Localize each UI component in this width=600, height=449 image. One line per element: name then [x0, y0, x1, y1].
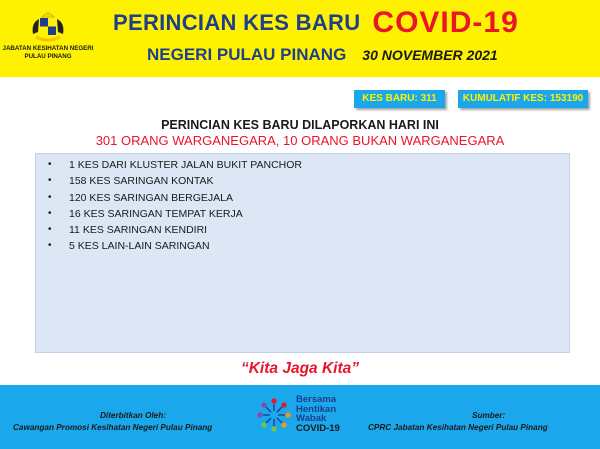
campaign-word-4: COVID-19 — [296, 422, 340, 434]
page-title — [113, 6, 519, 40]
source-value: CPRC Jabatan Kesihatan Negeri Pulau Pinang — [368, 423, 548, 432]
list-item: • 158 KES SARINGAN KONTAK — [42, 173, 569, 189]
list-item: • 120 KES SARINGAN BERGEJALA — [42, 190, 569, 206]
header-banner — [0, 0, 600, 77]
source-label: Sumber: — [472, 411, 506, 420]
published-by-value: Cawangan Promosi Kesihatan Negeri Pulau Pinang — [13, 423, 213, 432]
summary-heading: PERINCIAN KES BARU DILAPORKAN HARI INI — [161, 118, 439, 132]
title-text: PERINCIAN KES BARU — [113, 10, 361, 35]
agency-line2: PULAU PINANG — [24, 52, 72, 60]
campaign-word-1: Bersama — [296, 394, 337, 405]
slogan: “Kita Jaga Kita” — [240, 360, 359, 377]
published-by-label: Diterbitkan Oleh: — [100, 411, 166, 420]
campaign-word-2: Hentikan — [296, 403, 337, 415]
agency-name — [0, 45, 96, 60]
cumulative-cases-badge: KUMULATIF KES: 153190 — [458, 90, 588, 108]
subtitle-row — [147, 45, 498, 65]
report-date: 30 NOVEMBER 2021 — [362, 47, 498, 63]
cases-list — [36, 154, 569, 255]
agency-line1: JABATAN KESIHATAN NEGERI — [2, 45, 94, 52]
state-name: NEGERI PULAU PINANG — [147, 45, 347, 64]
new-cases-badge: KES BARU: 311 — [354, 90, 445, 108]
campaign-word-3: Wabak — [296, 413, 327, 424]
list-item: • 16 KES SARINGAN TEMPAT KERJA — [42, 206, 569, 222]
list-item: • 11 KES SARINGAN KENDIRI — [42, 222, 569, 238]
title-covid: COVID-19 — [372, 6, 519, 39]
list-item: • 1 KES DARI KLUSTER JALAN BUKIT PANCHOR — [42, 157, 569, 173]
campaign-logo-icon — [254, 393, 294, 439]
citizenship-breakdown: 301 ORANG WARGANEGARA, 10 ORANG BUKAN WARGANEGARA — [95, 133, 505, 148]
cases-panel — [35, 153, 570, 353]
list-item: • 5 KES LAIN-LAIN SARINGAN — [42, 238, 569, 254]
footer-bar — [0, 385, 600, 449]
campaign-slogan — [296, 395, 340, 433]
coat-of-arms-icon — [28, 10, 68, 44]
